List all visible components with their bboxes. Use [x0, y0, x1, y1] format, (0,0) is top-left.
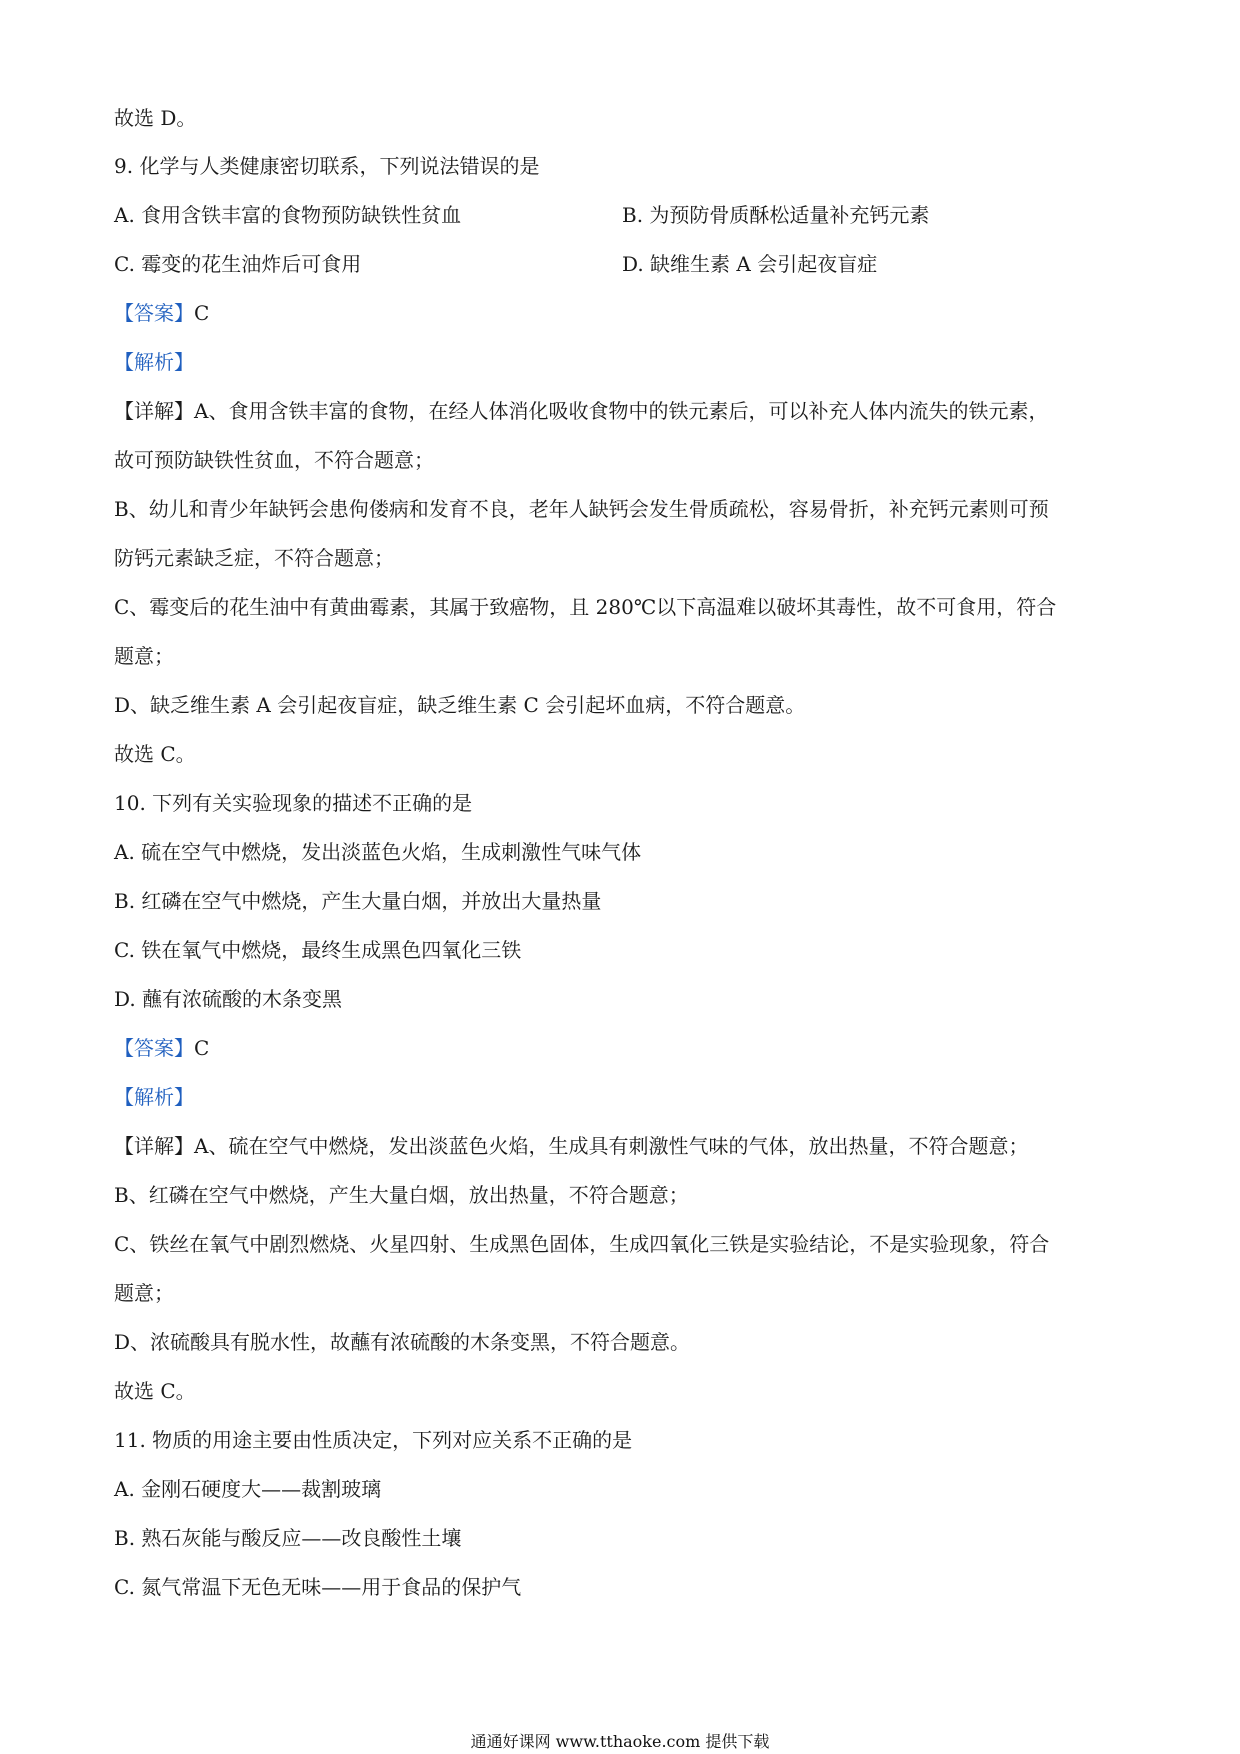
q11-option-a: A. 金刚石硬度大——裁割玻璃: [114, 1477, 382, 1501]
q9-detail-line: B、幼儿和青少年缺钙会患佝偻病和发育不良，老年人缺钙会发生骨质疏松，容易骨折，补充钙元素则可预: [114, 497, 1049, 521]
q9-stem: 9. 化学与人类健康密切联系，下列说法错误的是: [114, 154, 540, 178]
q9-option-a: A. 食用含铁丰富的食物预防缺铁性贫血: [114, 203, 462, 227]
q11-option-b: B. 熟石灰能与酸反应——改良酸性土壤: [114, 1526, 462, 1550]
answer-tag: 【答案】: [114, 1036, 194, 1060]
q10-stem: 10. 下列有关实验现象的描述不正确的是: [114, 791, 473, 815]
q10-option-c: C. 铁在氧气中燃烧，最终生成黑色四氧化三铁: [114, 938, 522, 962]
q9-answer: [114, 299, 209, 327]
q9-option-b: B. 为预防骨质酥松适量补充钙元素: [622, 203, 930, 227]
q10-option-a: A. 硫在空气中燃烧，发出淡蓝色火焰，生成刺激性气味气体: [114, 840, 642, 864]
q10-detail-line: C、铁丝在氧气中剧烈燃烧、火星四射、生成黑色固体，生成四氧化三铁是实验结论，不是实验现象，符合: [114, 1232, 1050, 1256]
q10-option-d: D. 蘸有浓硫酸的木条变黑: [114, 987, 343, 1011]
q9-detail-line: 防钙元素缺乏症，不符合题意；: [114, 546, 394, 570]
q9-option-c: C. 霉变的花生油炸后可食用: [114, 252, 362, 276]
answer-tag: 【答案】: [114, 301, 194, 325]
q10-detail-line: 题意；: [114, 1281, 174, 1305]
answer-value: C: [194, 1036, 210, 1060]
q10-detail-line: 【详解】A、硫在空气中燃烧，发出淡蓝色火焰，生成具有刺激性气味的气体，放出热量，不符合题意；: [114, 1134, 1029, 1158]
q9-detail-line: 故可预防缺铁性贫血，不符合题意；: [114, 448, 434, 472]
q9-detail-line: 题意；: [114, 644, 174, 668]
q9-analysis-tag: 【解析】: [114, 350, 194, 374]
answer-value: C: [194, 301, 210, 325]
q10-answer: [114, 1034, 209, 1062]
q9-detail-line: C、霉变后的花生油中有黄曲霉素，其属于致癌物，且 280℃以下高温难以破坏其毒性，故不可食用，符合: [114, 595, 1057, 619]
q10-detail-line: B、红磷在空气中燃烧，产生大量白烟，放出热量，不符合题意；: [114, 1183, 689, 1207]
q10-analysis-tag: 【解析】: [114, 1085, 194, 1109]
q9-detail-line: D、缺乏维生素 A 会引起夜盲症，缺乏维生素 C 会引起坏血病，不符合题意。: [114, 693, 806, 717]
prev-answer-line: 故选 D。: [114, 106, 197, 130]
q9-option-d: D. 缺维生素 A 会引起夜盲症: [622, 252, 878, 276]
q10-detail-line: D、浓硫酸具有脱水性，故蘸有浓硫酸的木条变黑，不符合题意。: [114, 1330, 691, 1354]
q10-option-b: B. 红磷在空气中燃烧，产生大量白烟，并放出大量热量: [114, 889, 602, 913]
q9-conclusion: 故选 C。: [114, 742, 196, 766]
q11-option-c: C. 氮气常温下无色无味——用于食品的保护气: [114, 1575, 522, 1599]
q11-stem: 11. 物质的用途主要由性质决定，下列对应关系不正确的是: [114, 1428, 633, 1452]
page-footer: 通通好课网 www.tthaoke.com 提供下载: [470, 1732, 770, 1751]
q9-detail-line: 【详解】A、食用含铁丰富的食物，在经人体消化吸收食物中的铁元素后，可以补充人体内流失的铁元素，: [114, 399, 1049, 423]
q10-conclusion: 故选 C。: [114, 1379, 196, 1403]
